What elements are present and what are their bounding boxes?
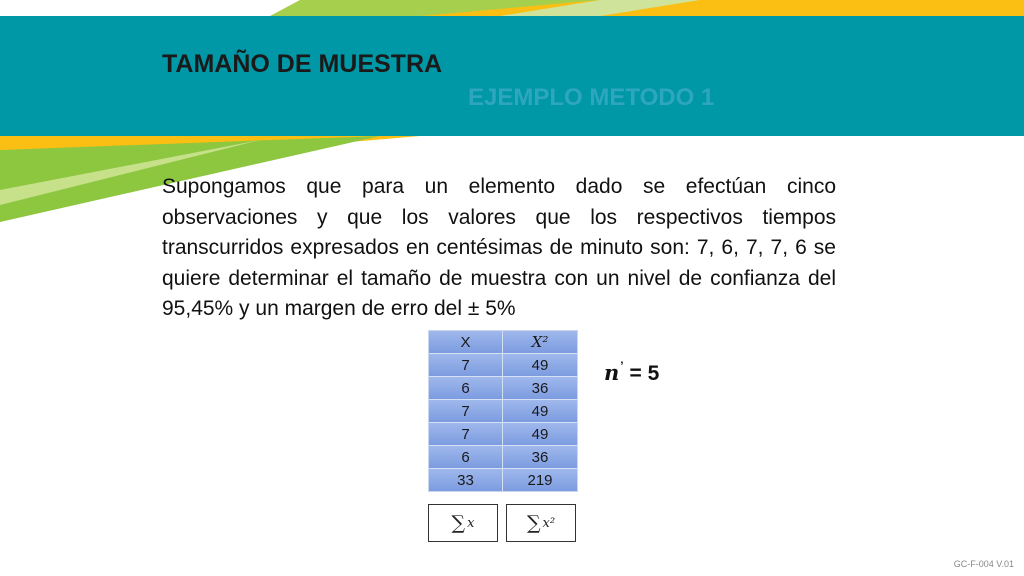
total-x-squared: 219 — [503, 469, 577, 491]
cell-x-squared: 49 — [503, 354, 577, 377]
sigma-icon: ∑ — [451, 512, 466, 534]
cell-x-squared: 49 — [503, 423, 577, 446]
header-x-squared: X² — [503, 331, 577, 354]
cell-x-squared: 49 — [503, 400, 577, 423]
cell-x: 6 — [429, 446, 503, 469]
table-row — [429, 377, 577, 400]
cell-x: 6 — [429, 377, 503, 400]
sum-x-box — [428, 504, 498, 542]
table-row — [429, 423, 577, 446]
table-row — [429, 446, 577, 469]
sample-size-result — [604, 360, 659, 386]
sum-x-label: x — [467, 515, 475, 531]
cell-x-squared: 36 — [503, 446, 577, 469]
header-band — [0, 16, 1024, 136]
slide-title: TAMAÑO DE MUESTRA — [162, 50, 443, 78]
total-x: 33 — [429, 469, 503, 491]
cell-x: 7 — [429, 400, 503, 423]
result-symbol: n — [604, 360, 620, 385]
cell-x-squared: 36 — [503, 377, 577, 400]
footer-code: GC-F-004 V.01 — [953, 559, 1014, 569]
result-prime: ’ — [620, 359, 624, 373]
cell-x: 7 — [429, 354, 503, 377]
sum-x-squared-box — [506, 504, 576, 542]
observations-table — [428, 330, 578, 492]
result-value: = 5 — [629, 362, 660, 385]
sum-x-squared-label: x² — [542, 515, 556, 531]
table-row — [429, 400, 577, 423]
header-x: X — [429, 331, 503, 354]
cell-x: 7 — [429, 423, 503, 446]
table-totals-row — [429, 469, 577, 491]
table-row — [429, 354, 577, 377]
problem-statement: Supongamos que para un elemento dado se efectúan cinco observaciones y que los valores que los respectivos tiempos transcurridos expresados en centésimas de minuto son: 7, 6, 7, 7, 6 se quiere determinar el tamaño de muestra con un nivel de confianza del 95,45% y un margen de erro del ± 5% — [162, 175, 836, 321]
slide-subtitle: EJEMPLO METODO 1 — [468, 84, 715, 111]
table-header-row — [429, 331, 577, 354]
sigma-icon: ∑ — [526, 512, 541, 534]
